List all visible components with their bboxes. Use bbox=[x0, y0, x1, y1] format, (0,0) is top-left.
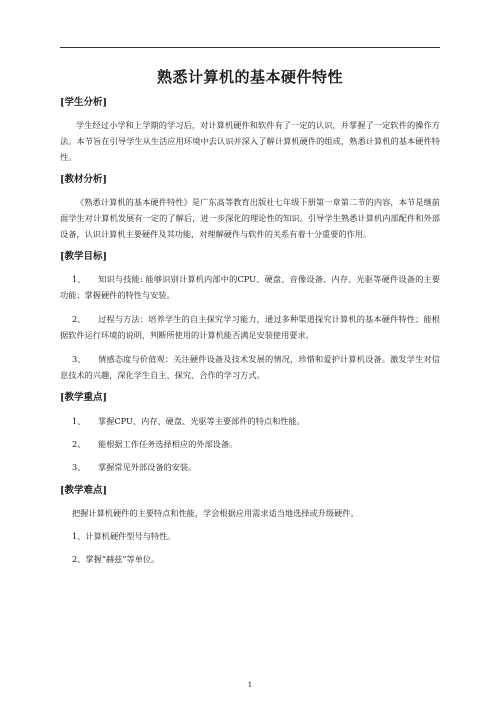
list-number: 2、 bbox=[72, 314, 86, 324]
section-paragraph: 把握计算机硬件的主要特点和性能，学会根据应用需求适当地选择或升级硬件。 bbox=[72, 508, 359, 518]
list-text: 情感态度与价值观：关注硬件设备及技术发展的情况，珍惜和爱护计算机设备。激发学生对信息技术的兴趣，深化学生自主、探究、合作的学习方式。 bbox=[60, 354, 440, 380]
list-text: 能根据工作任务选择相应的外部设备。 bbox=[98, 439, 238, 449]
section-difficulties bbox=[60, 484, 440, 567]
list-item bbox=[60, 459, 440, 475]
list-item bbox=[60, 436, 440, 452]
section-heading: [教学难点] bbox=[60, 485, 107, 496]
list-item bbox=[60, 271, 440, 303]
list-item bbox=[60, 351, 440, 383]
list-item: 2、掌握“赫兹”等单位。 bbox=[72, 554, 160, 564]
list-text: 掌握常见外部设备的安装。 bbox=[98, 462, 197, 472]
document-body bbox=[60, 92, 440, 567]
section-heading: [教学目标] bbox=[60, 251, 107, 262]
list-text: 知识与技能: 能够识别计算机内部中的CPU、硬盘、音像设备、内存、光驱等硬件设备的主要功能；掌握硬件的特性与安装。 bbox=[60, 274, 440, 300]
list-item bbox=[60, 413, 440, 429]
section-student-analysis bbox=[60, 96, 440, 165]
header-rule bbox=[60, 47, 440, 48]
list-number: 2、 bbox=[72, 439, 86, 449]
section-paragraph: 《熟悉计算机的基本硬件特性》是广东高等教育出版社七年级下册第一章第二节的内容，本节是继前面学生对计算机发展有一定的了解后，进一步深化的理论性的知识。引导学生熟悉计算机内部配件和外部设备，认识计算机主要硬件及其功能，对理解硬件与软件的关系有着十分重要的作用。 bbox=[60, 197, 440, 239]
section-teaching-goals bbox=[60, 250, 440, 383]
section-material-analysis bbox=[60, 173, 440, 242]
list-text: 掌握CPU、内存、硬盘、光驱等主要部件的特点和性能。 bbox=[98, 416, 305, 426]
section-heading: [学生分析] bbox=[60, 97, 107, 108]
list-number: 1、 bbox=[72, 416, 86, 426]
document-title: 熟悉计算机的基本硬件特性 bbox=[156, 68, 343, 86]
list-number: 3、 bbox=[72, 462, 86, 472]
section-paragraph: 学生经过小学和上学期的学习后，对计算机硬件和软件有了一定的认识，并掌握了一定软件的操作方法。本节旨在引导学生从生活应用环境中去认识并深入了解计算机硬件的组成，熟悉计算机的基本硬件特性。 bbox=[60, 120, 440, 162]
list-text: 过程与方法：培养学生的自主探究学习能力，通过多种渠道探究计算机的基本硬件特性；能根据软件运行环境的说明，判断所使用的计算机能否满足安装使用要求。 bbox=[60, 314, 440, 340]
page-number: 1 bbox=[247, 681, 253, 689]
list-item bbox=[60, 311, 440, 343]
list-item: 1、计算机硬件型号与特性。 bbox=[72, 531, 176, 541]
list-number: 3、 bbox=[72, 354, 86, 364]
section-heading: [教学重点] bbox=[60, 392, 107, 403]
section-heading: [教材分析] bbox=[60, 174, 107, 185]
list-number: 1、 bbox=[72, 274, 86, 284]
section-key-points bbox=[60, 391, 440, 475]
